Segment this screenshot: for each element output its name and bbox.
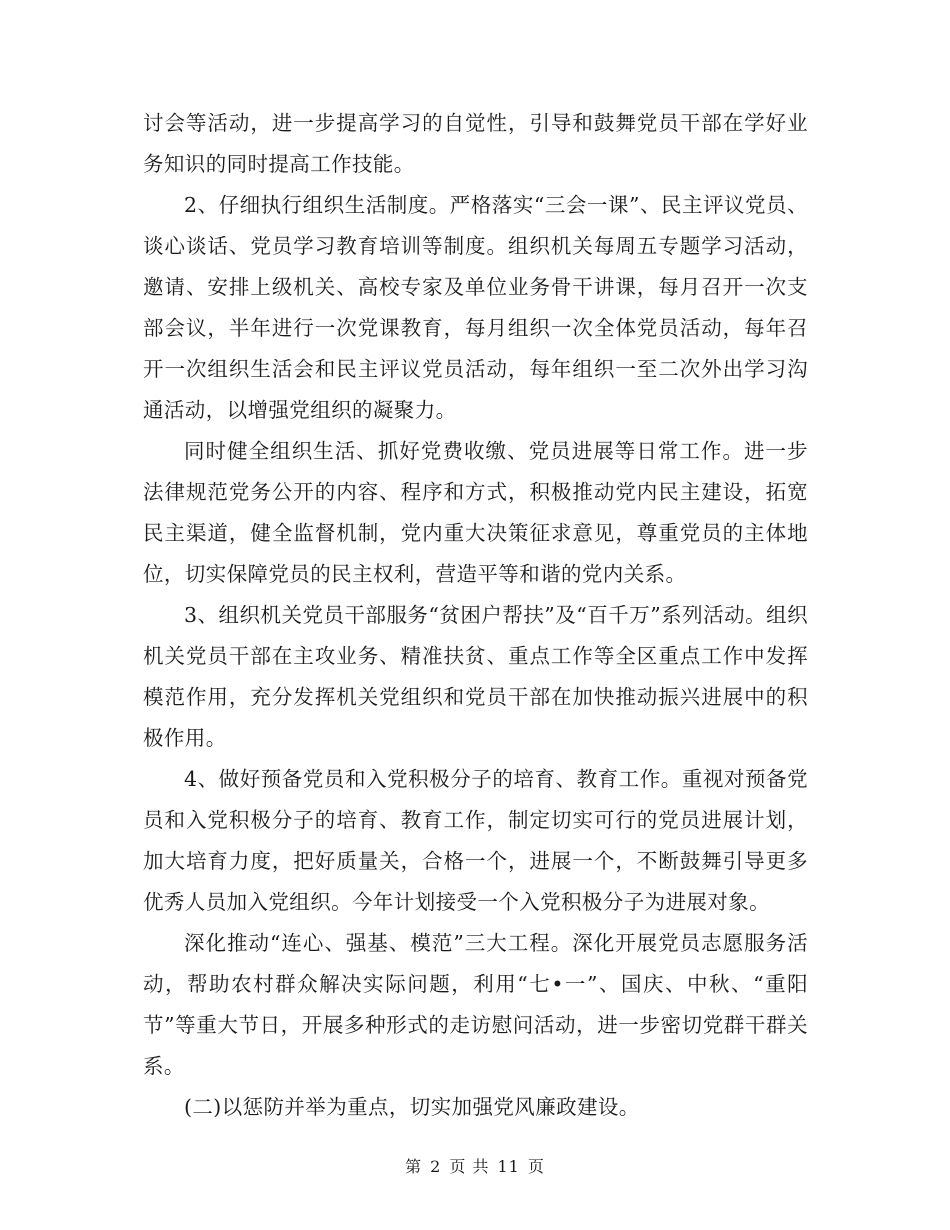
footer-suffix: 页 (527, 1157, 545, 1176)
page-footer (0, 1154, 950, 1177)
paragraph-7: (二)以惩防并举为重点，切实加强党风廉政建设。 (184, 1095, 640, 1119)
paragraph-5: 4、做好预备党员和入党积极分子的培育、教育工作。重视对预备党员和入党积极分子的培育、教育工作，制定切实可行的党员进展计划，加大培育力度，把好质量关，合格一个，进展一个，不断鼓舞引导更多优秀人员加入党组织。今年计划接受一个入党积极分子为进展对象。 (143, 767, 808, 914)
paragraph-3: 同时健全组织生活、抓好党费收缴、党员进展等日常工作。进一步法律规范党务公开的内容、程序和方式，积极推动党内民主建设，拓宽民主渠道，健全监督机制，党内重大决策征求意见，尊重党员的主体地位，切实保障党员的民主权利，营造平等和谐的党内关系。 (143, 439, 808, 586)
footer-middle: 页 共 (449, 1157, 490, 1176)
paragraph-4: 3、组织机关党员干部服务“贫困户帮扶”及“百千万”系列活动。组织机关党员干部在主攻业务、精准扶贫、重点工作等全区重点工作中发挥模范作用，充分发挥机关党组织和党员干部在加快推动振兴进展中的积极作用。 (143, 603, 808, 750)
paragraph-1: 讨会等活动，进一步提高学习的自觉性，引导和鼓舞党员干部在学好业务知识的同时提高工作技能。 (143, 111, 808, 176)
document-body (143, 103, 808, 1128)
paragraph-2: 2、仔细执行组织生活制度。严格落实“三会一课”、民主评议党员、谈心谈话、党员学习教育培训等制度。组织机关每周五专题学习活动，邀请、安排上级机关、高校专家及单位业务骨干讲课，每月召开一次支部会议，半年进行一次党课教育，每月组织一次全体党员活动，每年召开一次组织生活会和民主评议党员活动，每年组织一至二次外出学习沟通活动，以增强党组织的凝聚力。 (143, 193, 808, 422)
footer-prefix: 第 (405, 1157, 423, 1176)
footer-page-number: 2 (430, 1157, 442, 1176)
paragraph-6: 深化推动“连心、强基、模范”三大工程。深化开展党员志愿服务活动，帮助农村群众解决实际问题，利用“七•一”、国庆、中秋、“重阳节”等重大节日，开展多种形式的走访慰问活动，进一步密切党群干群关系。 (143, 931, 808, 1078)
footer-total-pages: 11 (497, 1157, 520, 1176)
